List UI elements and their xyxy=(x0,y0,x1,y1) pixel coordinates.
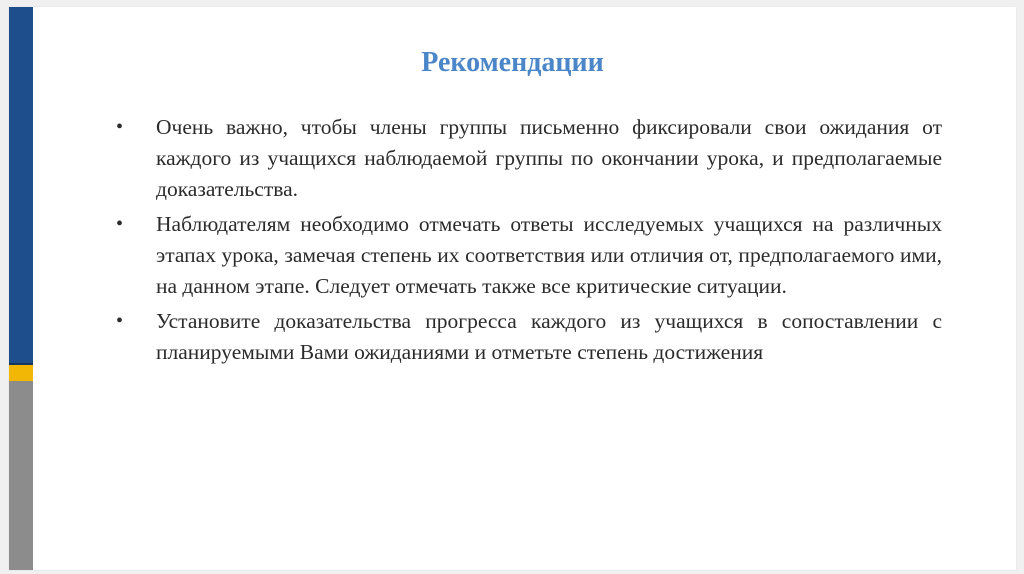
bullet-text: Установите доказательства прогресса каждого из учащихся в сопоставлении с планируемыми Вами ожиданиями и отметьте степень достижения xyxy=(156,309,942,364)
bullet-text: Очень важно, чтобы члены группы письменно фиксировали свои ожидания от каждого из учащихся наблюдаемой группы по окончании урока, и предполагаемые доказательства. xyxy=(156,115,942,201)
bullet-icon: • xyxy=(116,310,124,332)
bullet-item xyxy=(116,306,942,368)
side-bar-gray-segment xyxy=(9,381,33,570)
slide-title: Рекомендации xyxy=(421,47,604,78)
side-bar-yellow-segment xyxy=(9,365,33,381)
side-accent-bar xyxy=(9,7,33,570)
bullet-item xyxy=(116,112,942,205)
bullet-item xyxy=(116,209,942,302)
bullet-icon: • xyxy=(116,213,124,235)
bullet-icon: • xyxy=(116,116,124,138)
slide xyxy=(9,7,1016,570)
bullet-list xyxy=(116,112,942,372)
bullet-text: Наблюдателям необходимо отмечать ответы исследуемых учащихся на различных этапах урока, замечая степень их соответствия или отличия от, предполагаемого ими, на данном этапе. Следует отмечать также все критические ситуации. xyxy=(156,212,942,298)
